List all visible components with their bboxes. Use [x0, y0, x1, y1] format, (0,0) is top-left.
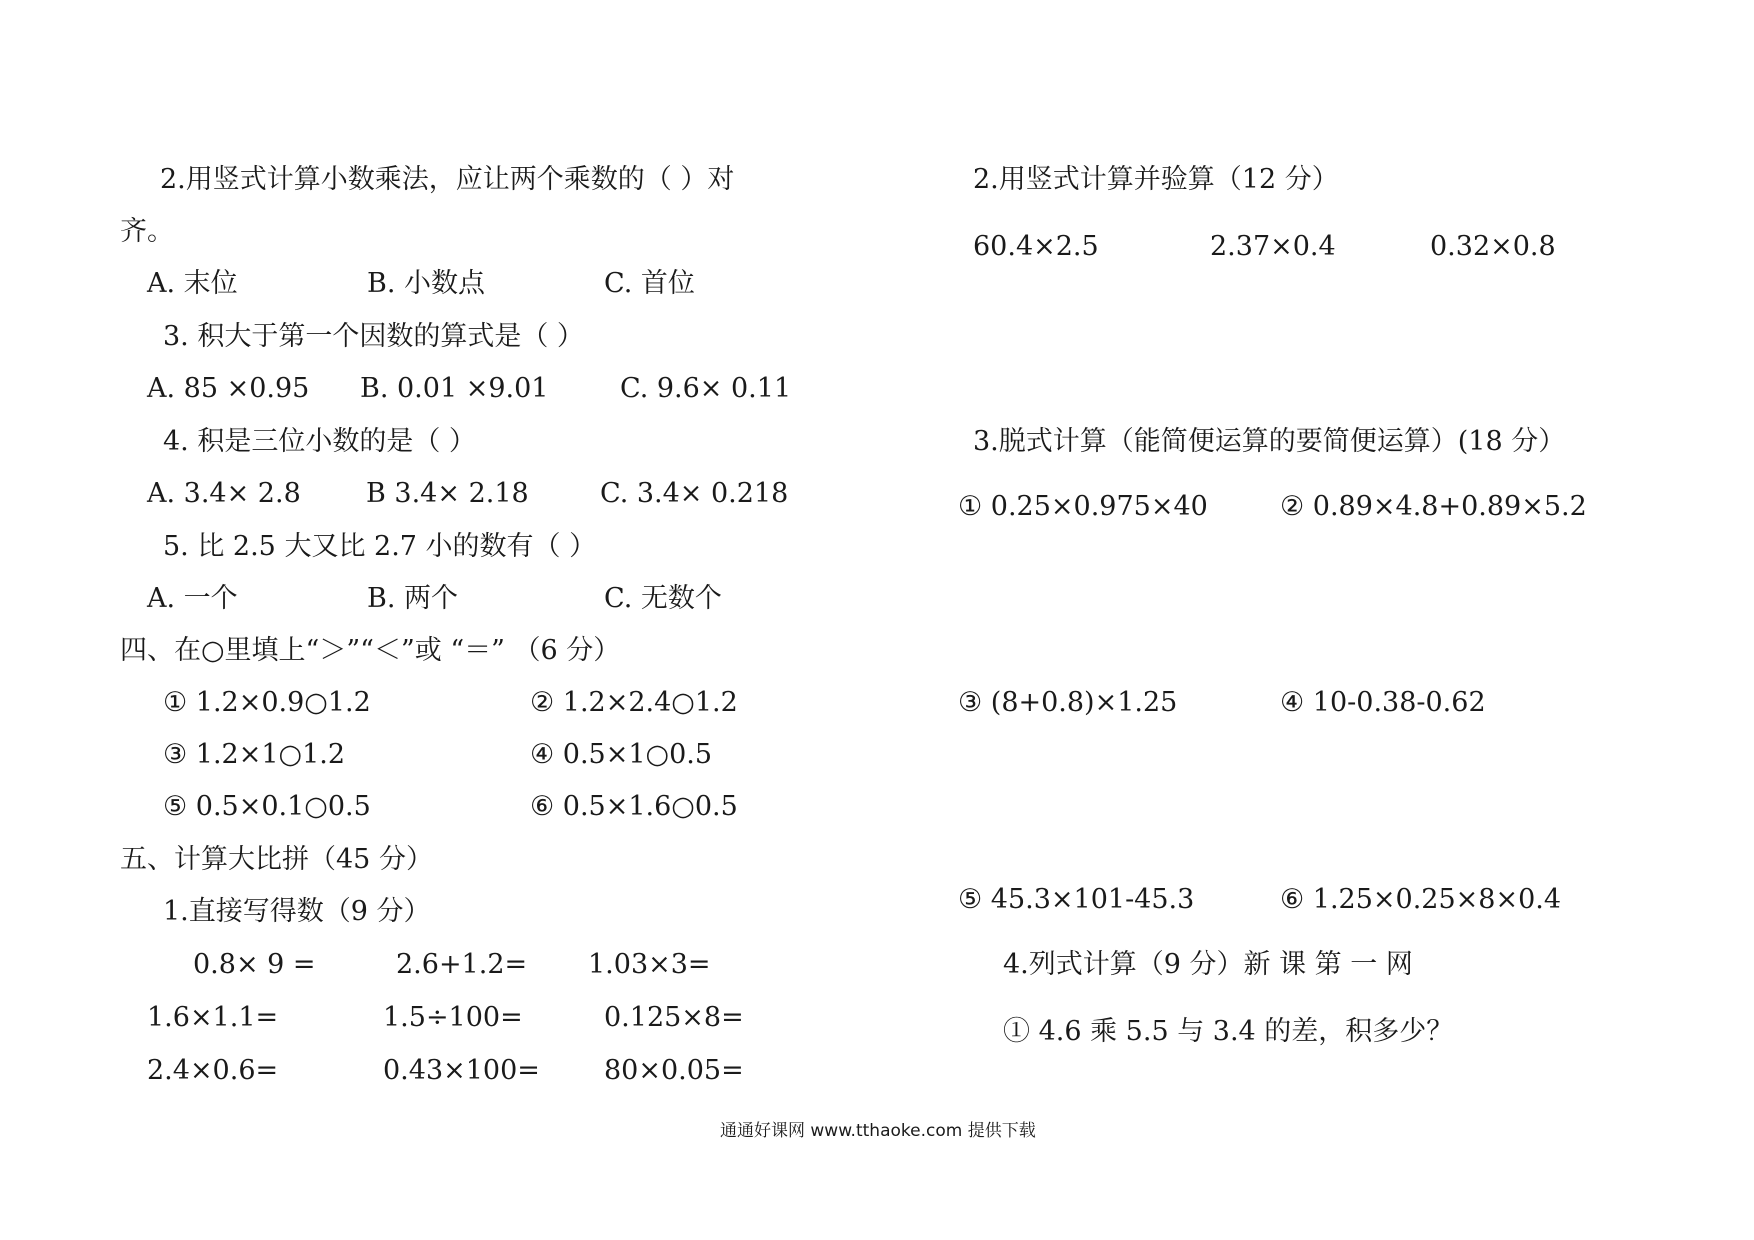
oral-item-8: 0.43×100= — [383, 1055, 540, 1086]
question-2-option-a: A. 末位 — [147, 268, 238, 299]
section-5-sub3-title: 3.脱式计算（能简便运算的要简便运算）(18 分） — [973, 426, 1566, 457]
oral-item-5: 1.5÷100= — [383, 1002, 523, 1033]
vertical-calc-item-1: 60.4×2.5 — [973, 231, 1099, 262]
stepwise-calc-item-2: ② 0.89×4.8+0.89×5.2 — [1280, 491, 1587, 522]
stepwise-calc-item-6: ⑥ 1.25×0.25×8×0.4 — [1280, 884, 1562, 915]
section-5-sub4-title: 4.列式计算（9 分）新 课 第 一 网 — [1003, 949, 1413, 980]
question-3-stem: 3. 积大于第一个因数的算式是（ ） — [163, 321, 584, 352]
question-2-stem-line2: 齐。 — [120, 216, 174, 247]
oral-item-9: 80×0.05= — [604, 1055, 744, 1086]
section-5-title: 五、计算大比拼（45 分） — [120, 844, 433, 875]
question-4-option-c: C. 3.4× 0.218 — [600, 478, 789, 509]
oral-item-7: 2.4×0.6= — [147, 1055, 279, 1086]
question-3-option-a: A. 85 ×0.95 — [147, 373, 310, 404]
section-5-sub2-title: 2.用竖式计算并验算（12 分） — [973, 164, 1339, 195]
oral-item-1: 0.8× 9 = — [193, 949, 316, 980]
compare-item-4: ④ 0.5×1○0.5 — [530, 739, 713, 770]
compare-item-2: ② 1.2×2.4○1.2 — [530, 687, 738, 718]
stepwise-calc-item-4: ④ 10-0.38-0.62 — [1280, 687, 1486, 718]
vertical-calc-item-2: 2.37×0.4 — [1210, 231, 1336, 262]
question-2-stem-line1: 2.用竖式计算小数乘法，应让两个乘数的（ ）对 — [160, 164, 735, 195]
compare-item-1: ① 1.2×0.9○1.2 — [163, 687, 371, 718]
stepwise-calc-item-1: ① 0.25×0.975×40 — [958, 491, 1208, 522]
oral-item-6: 0.125×8= — [604, 1002, 744, 1033]
question-5-stem: 5. 比 2.5 大又比 2.7 小的数有（ ） — [163, 531, 597, 562]
question-4-option-b: B 3.4× 2.18 — [366, 478, 529, 509]
compare-item-6: ⑥ 0.5×1.6○0.5 — [530, 791, 738, 822]
footer-source-note: 通通好课网 www.tthaoke.com 提供下载 — [720, 1121, 1036, 1141]
compare-item-3: ③ 1.2×1○1.2 — [163, 739, 346, 770]
question-4-stem: 4. 积是三位小数的是（ ） — [163, 426, 476, 457]
question-3-option-c: C. 9.6× 0.11 — [620, 373, 792, 404]
stepwise-calc-item-3: ③ (8+0.8)×1.25 — [958, 687, 1178, 718]
question-3-option-b: B. 0.01 ×9.01 — [360, 373, 549, 404]
word-calc-item-1: ① 4.6 乘 5.5 与 3.4 的差，积多少？ — [1003, 1016, 1454, 1047]
compare-item-5: ⑤ 0.5×0.1○0.5 — [163, 791, 371, 822]
oral-item-4: 1.6×1.1= — [147, 1002, 279, 1033]
stepwise-calc-item-5: ⑤ 45.3×101-45.3 — [958, 884, 1195, 915]
oral-item-2: 2.6+1.2= — [396, 949, 528, 980]
question-2-option-b: B. 小数点 — [367, 268, 486, 299]
question-5-option-a: A. 一个 — [147, 583, 238, 614]
vertical-calc-item-3: 0.32×0.8 — [1430, 231, 1556, 262]
question-5-option-c: C. 无数个 — [604, 583, 722, 614]
section-5-sub1-title: 1.直接写得数（9 分） — [163, 896, 431, 927]
section-4-title: 四、在○里填上“＞”“＜”或 “＝” （6 分） — [120, 635, 621, 666]
oral-item-3: 1.03×3= — [588, 949, 711, 980]
question-4-option-a: A. 3.4× 2.8 — [147, 478, 301, 509]
question-2-option-c: C. 首位 — [604, 268, 695, 299]
question-5-option-b: B. 两个 — [367, 583, 459, 614]
